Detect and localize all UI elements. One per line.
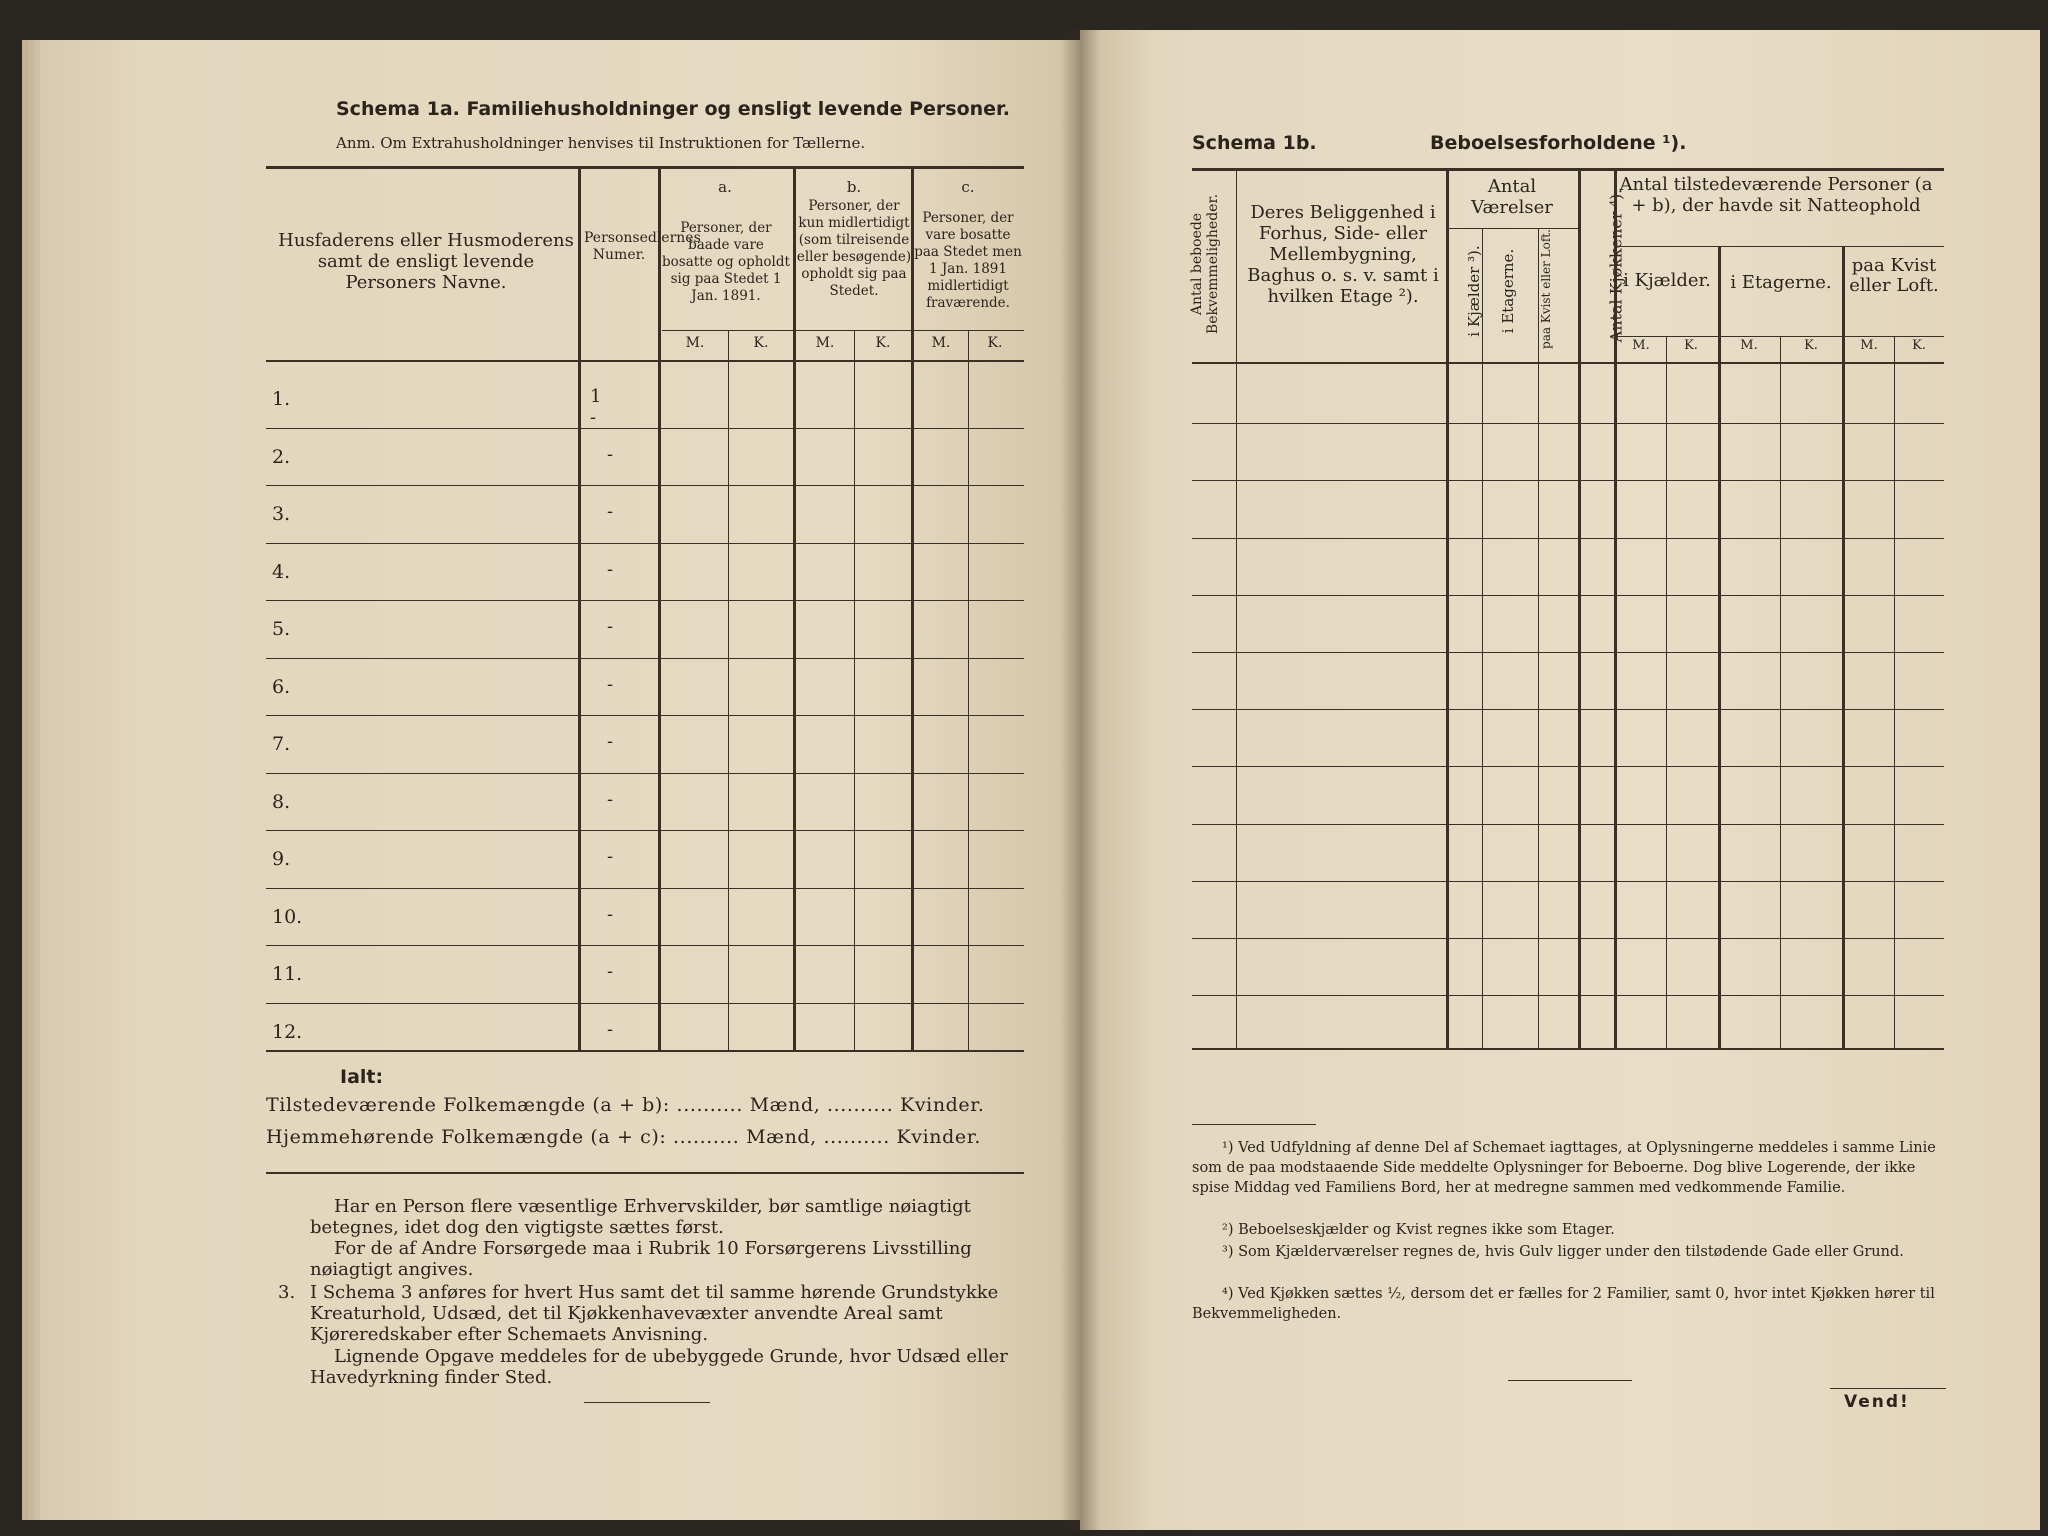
row-rule — [266, 773, 1024, 774]
header-bekvem: Antal beboede Bekvemmeligheder. — [1189, 193, 1221, 335]
person-slip-number: - — [607, 788, 614, 810]
r-kj-m: M. — [1632, 338, 1650, 353]
rvline-4 — [1538, 228, 1539, 1048]
row-number: 4. — [272, 560, 291, 583]
person-slip-number: - — [607, 616, 614, 637]
rtable-row-rule — [1192, 595, 1944, 596]
person-slip-number: - — [607, 846, 614, 867]
footnote-rule — [1192, 1124, 1316, 1125]
schema-1b-title: Beboelsesforholdene ¹). — [1430, 132, 1687, 154]
header-vaer-etager: i Etagerne. — [1499, 248, 1517, 334]
row-rule — [266, 428, 1024, 429]
header-names: Husfaderens eller Husmoderens samt de ensligt levende Personers Navne. — [278, 230, 574, 293]
row-number: 10. — [272, 905, 303, 928]
person-slip-number: - — [607, 731, 614, 752]
rtable-top-rule — [1192, 168, 1944, 171]
person-slip-number: - — [607, 558, 614, 580]
row-number: 12. — [272, 1020, 303, 1043]
b-m: M. — [815, 335, 835, 351]
row-number: 3. — [272, 503, 291, 525]
row-rule — [266, 1003, 1024, 1004]
header-c-text: Personer, der vare bosatte paa Stedet men 1 Jan. 1891 midlertidigt fraværende. — [914, 210, 1022, 311]
rheader-bottom-rule — [1192, 362, 1944, 364]
rvline-6 — [1614, 168, 1617, 1048]
person-slip-number: - — [607, 443, 614, 465]
r-kj-k: K. — [1684, 338, 1698, 353]
r-kv-m: M. — [1860, 338, 1878, 353]
person-slip-number: - — [607, 903, 614, 925]
rvline-10 — [1842, 246, 1845, 1048]
rvline-11 — [1894, 336, 1895, 1048]
vline-c-mk — [968, 330, 969, 1050]
rvline-2 — [1446, 168, 1449, 1048]
r-kv-k: K. — [1912, 338, 1926, 353]
row-rule — [266, 485, 1024, 486]
header-c-letter: c. — [961, 178, 975, 196]
rvline-8 — [1718, 246, 1721, 1048]
rtable-row-rule — [1192, 824, 1944, 825]
person-slip-number: - — [607, 961, 614, 982]
person-slip-number: - — [607, 501, 614, 522]
vline-b — [911, 168, 914, 1050]
rvline-5 — [1578, 168, 1581, 1048]
para-ubebyggede: Lignende Opgave meddeles for de ubebyggede Grunde, hvor Udsæd eller Havedyrkning finder Sted. — [310, 1346, 1008, 1388]
row-number: 5. — [272, 618, 291, 640]
rtable-row-rule — [1192, 709, 1944, 710]
row-rule — [266, 543, 1024, 544]
rvline-3 — [1482, 228, 1483, 1048]
footnote-4: ⁴) Ved Kjøkken sættes ½, dersom det er fælles for 2 Familier, samt 0, hvor intet Kjøkken hører til Bekvemmeligheden. — [1192, 1286, 1935, 1322]
rtable-row-rule — [1192, 881, 1944, 882]
schema-1a-title: Schema 1a. Familiehusholdninger og ensligt levende Personer. — [336, 98, 1010, 120]
row-number: 7. — [272, 733, 291, 755]
header-b-letter: b. — [846, 178, 862, 196]
header-vaer-kvist: paa Kvist eller Loft. — [1539, 229, 1553, 349]
rtable-bottom-rule — [1192, 1048, 1944, 1050]
vend-rule — [1830, 1388, 1946, 1389]
b-k: K. — [875, 335, 891, 351]
rtable-row-rule — [1192, 995, 1944, 996]
header-b-text: Personer, der kun midlertidigt (som tilreisende eller besøgende) opholdt sig paa Stedet. — [796, 198, 912, 299]
row-rule — [266, 600, 1024, 601]
hjemme-line: Hjemmehørende Folkemængde (a + c): .......... Mænd, .......... Kvinder. — [266, 1126, 981, 1148]
c-m: M. — [931, 335, 951, 351]
header-vaerelser: Antal Værelser — [1471, 176, 1553, 218]
tilstede-line: Tilstedeværende Folkemængde (a + b): .......... Mænd, .......... Kvinder. — [266, 1094, 985, 1116]
para-forsorgede: For de af Andre Forsørgede maa i Rubrik 10 Forsørgerens Livsstilling nøiagtigt angives. — [310, 1238, 972, 1280]
row-number: 8. — [272, 790, 291, 813]
row-number: 9. — [272, 848, 291, 870]
schema-1a-note: Anm. Om Extrahusholdninger henvises til Instruktionen for Tællerne. — [336, 134, 866, 152]
header-kjokkener: Antal Kjøkkener ⁴). — [1606, 188, 1626, 343]
r-et-m: M. — [1740, 338, 1758, 353]
schema-1b-label: Schema 1b. — [1192, 132, 1317, 154]
end-rule-right — [1508, 1380, 1632, 1381]
vend-label: Vend! — [1844, 1392, 1910, 1412]
footnote-1: ¹) Ved Udfyldning af denne Del af Schemaet iagttages, at Oplysningerne meddeles i samme Linie som de paa modstaaende Side meddelte Oplysninger for Beboerne. Dog blive Logerende, der ikke spise Middag ved Familiens Bord, her at medregne sammen med vedkommende Familie. — [1192, 1140, 1936, 1196]
header-vaer-kjaelder: i Kjælder ³). — [1465, 245, 1483, 337]
row-rule — [266, 945, 1024, 946]
totals-rule — [266, 1172, 1024, 1174]
rvline-7 — [1666, 336, 1667, 1048]
row-number: 2. — [272, 445, 291, 468]
c-k: K. — [987, 335, 1003, 351]
header-pers-kjaelder: i Kjælder. — [1623, 270, 1711, 291]
vline-b-mk — [854, 330, 855, 1050]
rvline-1 — [1236, 168, 1237, 1048]
row-rule — [266, 658, 1024, 659]
vline-names — [578, 168, 581, 1050]
r-et-k: K. — [1804, 338, 1818, 353]
mk-rule — [662, 330, 1024, 331]
person-slip-number: - — [607, 673, 614, 695]
table-bottom-rule — [266, 1050, 1024, 1052]
para-3-number: 3. — [278, 1282, 296, 1303]
rtable-row-rule — [1192, 480, 1944, 481]
row-rule — [266, 830, 1024, 831]
person-slip-number: - — [607, 1018, 614, 1040]
vline-a-mk — [728, 330, 729, 1050]
header-a-letter: a. — [718, 178, 732, 196]
a-m: M. — [685, 335, 705, 351]
rtable-row-rule — [1192, 538, 1944, 539]
rtable-row-rule — [1192, 652, 1944, 653]
rtable-row-rule — [1192, 423, 1944, 424]
row-number: 1. — [272, 388, 291, 410]
ialt-label: Ialt: — [340, 1066, 384, 1088]
para-schema-3: I Schema 3 anføres for hvert Hus samt det til samme hørende Grundstykke Kreaturhold, Udsæd, det til Kjøkkenhavevæxter anvendte Areal samt Kjøreredskaber efter Schemaets Anvisning. — [310, 1282, 999, 1345]
header-a-text: Personer, der baade vare bosatte og opholdt sig paa Stedet 1 Jan. 1891. — [662, 220, 790, 304]
footnote-3: ³) Som Kjælderværelser regnes de, hvis Gulv ligger under den tilstødende Gade eller Grund. — [1222, 1244, 1904, 1260]
header-number: Personsedlernes Numer. — [584, 230, 701, 263]
a-k: K. — [753, 335, 769, 351]
person-slip-number: 1 - — [590, 386, 602, 428]
row-rule — [266, 715, 1024, 716]
header-pers-kvist: paa Kvist eller Loft. — [1849, 255, 1939, 296]
row-number: 11. — [272, 963, 303, 985]
pers-sub-rule — [1616, 246, 1944, 247]
header-beliggenhed: Deres Beliggenhed i Forhus, Side- eller Mellembygning, Baghus o. s. v. samt i hvilken Etage ²). — [1247, 202, 1439, 307]
header-pers-etager: i Etagerne. — [1730, 272, 1832, 293]
rtable-row-rule — [1192, 938, 1944, 939]
end-rule-left — [584, 1402, 710, 1403]
row-number: 6. — [272, 675, 291, 698]
para-erhverv: Har en Person flere væsentlige Erhvervskilder, bør samtlige nøiagtigt betegnes, idet dog den vigtigste sættes først. — [310, 1196, 971, 1238]
footnote-2: ²) Beboelseskjælder og Kvist regnes ikke som Etager. — [1222, 1222, 1615, 1238]
rtable-row-rule — [1192, 766, 1944, 767]
rvline-9 — [1780, 336, 1781, 1048]
header-personer: Antal tilstedeværende Personer (a + b), der havde sit Natteophold — [1619, 174, 1933, 216]
vline-number — [658, 168, 661, 1050]
book-gutter — [1060, 30, 1100, 1530]
row-rule — [266, 888, 1024, 889]
vline-a — [793, 168, 796, 1050]
